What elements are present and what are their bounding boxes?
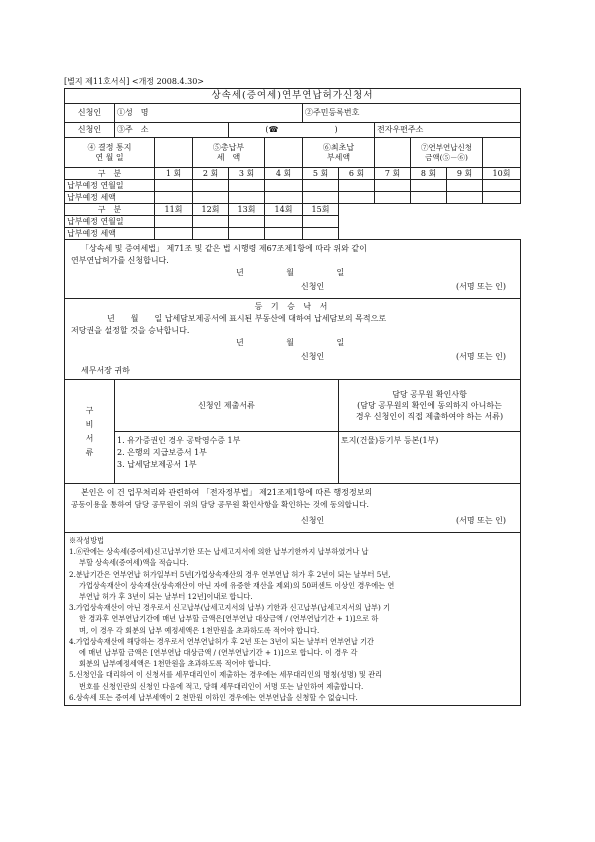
- schedule-cell[interactable]: [265, 180, 303, 192]
- declaration-date: 년 월 일: [236, 268, 365, 277]
- consent-sign-note[interactable]: (서명 또는 인): [456, 352, 507, 361]
- total-tax-field[interactable]: [265, 138, 303, 168]
- schedule-header: 13회: [229, 204, 265, 216]
- schedule-cell[interactable]: [193, 192, 229, 204]
- submit-doc-item: 3. 납세담보제공서 1부: [117, 460, 197, 469]
- side-char: 비: [85, 419, 94, 429]
- agreement-sign-note[interactable]: (서명 또는 인): [456, 516, 507, 525]
- agreement-signer: 신청인: [301, 516, 325, 525]
- instruction-item-cont: 부연납 허가 후 3년이 되는 날부터 12년]이내로 합니다.: [79, 592, 253, 602]
- verify-docs-header: [339, 380, 521, 432]
- schedule-cell[interactable]: [155, 216, 193, 228]
- schedule-cell[interactable]: [229, 192, 265, 204]
- schedule-col-label: 구 분: [65, 168, 155, 180]
- instruction-item-cont: 에 매년 납부할 금액은 [연부연납 대상금액 / (연부연납기간 + 1)]으로 합니다. 이 경우 각: [79, 648, 358, 658]
- schedule-cell[interactable]: [155, 228, 193, 240]
- consent-title: 등 기 승 낙 서: [254, 302, 331, 311]
- schedule-cell[interactable]: [411, 180, 447, 192]
- name-label: ①성 명: [117, 108, 149, 117]
- schedule-cell[interactable]: [229, 228, 265, 240]
- schedule-header: 12회: [193, 204, 229, 216]
- address-field[interactable]: [115, 123, 229, 138]
- schedule-header: 15회: [303, 204, 339, 216]
- declaration-section: [65, 240, 521, 299]
- verify-header-line: 경우 신청인이 직접 제출하여야 하는 서류): [355, 412, 504, 421]
- schedule-header: 2 회: [193, 168, 229, 180]
- side-char: 류: [85, 447, 94, 457]
- schedule-header: 7 회: [375, 168, 411, 180]
- submit-docs-list: [115, 432, 339, 484]
- schedule-cell[interactable]: [483, 192, 521, 204]
- consent-addressee: 세무서장 귀하: [81, 366, 130, 375]
- submit-doc-item: 1. 유가증권인 경우 공탁영수증 1부: [117, 436, 241, 445]
- schedule-cell[interactable]: [447, 192, 483, 204]
- instruction-item-cont: 가업상속재산이 상속재산(상속재산이 아닌 자에 유증한 재산을 제외)의 50퍼센트 이상인 경우에는 연: [79, 580, 395, 590]
- schedule-header: 1 회: [155, 168, 193, 180]
- schedule-row-amount-label: 납부예정 세액: [65, 192, 155, 204]
- email-label: 전자우편주소: [377, 125, 424, 134]
- consent-sign-row: [71, 349, 514, 365]
- schedule-cell[interactable]: [303, 192, 339, 204]
- schedule-header: 3 회: [229, 168, 265, 180]
- schedule-cell[interactable]: [193, 180, 229, 192]
- consent-section: [65, 299, 521, 380]
- declaration-text-2: 연부연납허가를 신청합니다.: [71, 256, 169, 265]
- schedule-blank: [339, 216, 521, 228]
- schedule-header: 8 회: [411, 168, 447, 180]
- form-page: [64, 76, 516, 706]
- schedule-row-date-label-2: 납부예정 연월일: [65, 216, 155, 228]
- schedule-cell[interactable]: [265, 216, 303, 228]
- instruction-item: 3.가업상속재산이 아닌 경우로서 신고납부(납세고지서의 납부) 기한과 신고납부(납세고지서의 납부) 기: [69, 603, 391, 613]
- address-label: ③주 소: [117, 125, 149, 134]
- consent-date: 년 월 일: [236, 338, 365, 347]
- schedule-header: 9 회: [447, 168, 483, 180]
- installment-amount-label: ⑦연부연납신청 금액(⑤－⑥): [411, 138, 483, 168]
- instruction-item: 4.가업상속재산에 해당하는 경우로서 연부연납허가 후 2년 또는 3년이 되는 날부터 연부연납 기간: [69, 636, 374, 646]
- submit-docs-header: 신청인 제출서류: [115, 380, 339, 432]
- schedule-header: 10회: [483, 168, 521, 180]
- declaration-sign-row: [71, 279, 514, 295]
- name-field[interactable]: [115, 104, 303, 123]
- decision-date-field[interactable]: [155, 138, 193, 168]
- schedule-cell[interactable]: [303, 180, 339, 192]
- schedule-header: 5 회: [303, 168, 339, 180]
- instruction-item-cont: 며, 이 경우 각 회분의 납부 예정세액은 1천만원을 초과하도록 적어야 합니다.: [79, 625, 320, 635]
- schedule-row-date-label: 납부예정 연월일: [65, 180, 155, 192]
- schedule-cell[interactable]: [193, 228, 229, 240]
- form-header-note: [별지 제11호서식] <개정 2008.4.30>: [64, 77, 204, 86]
- verify-header-line: 담당 공무원 확인사항: [392, 390, 467, 399]
- instruction-item-cont: 부할 상속세(증여세)액을 적습니다.: [79, 558, 189, 568]
- schedule-cell[interactable]: [265, 228, 303, 240]
- schedule-cell[interactable]: [339, 180, 375, 192]
- schedule-cell[interactable]: [229, 216, 265, 228]
- id-field[interactable]: [303, 104, 521, 123]
- agreement-section: [65, 484, 521, 533]
- schedule-cell[interactable]: [265, 192, 303, 204]
- verify-docs-list: [339, 432, 521, 484]
- total-tax-label: ⑤총납부 세 액: [193, 138, 265, 168]
- side-char: 서: [85, 433, 94, 443]
- verify-header-line: (담당 공무원의 확인에 동의하지 아니하는: [357, 401, 502, 410]
- schedule-blank: [339, 228, 521, 240]
- applicant-label: 신청인: [65, 104, 115, 123]
- schedule-cell[interactable]: [303, 228, 339, 240]
- instruction-item: 2.분납기간은 연부연납 허가일부터 5년[가업상속재산의 경우 연부연납 허가 후 2년이 되는 날부터 5년,: [69, 569, 391, 579]
- instructions-section: [65, 533, 521, 706]
- id-label: ②주민등록번호: [305, 108, 360, 117]
- first-payment-label: ⑥최초납 부세액: [303, 138, 375, 168]
- schedule-blank: [339, 204, 521, 216]
- schedule-header: 6 회: [339, 168, 375, 180]
- schedule-cell[interactable]: [447, 180, 483, 192]
- submit-doc-item: 2. 은행의 지급보증서 1부: [117, 448, 207, 457]
- instruction-item: 6.상속세 또는 증여세 납부세액이 2 천만원 이하인 경우에는 연부연납을 신청할 수 없습니다.: [69, 692, 358, 702]
- schedule-cell[interactable]: [303, 216, 339, 228]
- instruction-item-cont: 회분의 납부예정세액은 1천만원을 초과하도록 적어야 합니다.: [79, 659, 271, 669]
- declaration-signer: 신청인: [301, 282, 325, 291]
- form-table: [64, 88, 521, 706]
- declaration-sign-note[interactable]: (서명 또는 인): [456, 282, 507, 291]
- instruction-item: 5.신청인을 대리하여 이 신청서를 세무대리인이 제출하는 경우에는 세무대리인의 명칭(성명) 및 관리: [69, 670, 383, 680]
- schedule-cell[interactable]: [339, 192, 375, 204]
- docs-side-label: [65, 380, 115, 484]
- schedule-header: 14회: [265, 204, 303, 216]
- applicant-label-2: 신청인: [65, 123, 115, 138]
- agreement-text-1: 본인은 이 건 업무처리와 관련하여 「전자정부법」 제21조제1항에 따른 행정정보의: [81, 488, 373, 497]
- schedule-row-amount-label-2: 납부예정 세액: [65, 228, 155, 240]
- side-char: 구: [85, 405, 94, 415]
- schedule-cell[interactable]: [155, 180, 193, 192]
- instruction-item-cont: 번호를 신청인란의 신청인 다음에 적고, 당해 세무대리인이 서명 또는 날인하여 제출합니다.: [79, 681, 364, 691]
- agreement-sign-row: [71, 513, 514, 529]
- consent-text-2: 저당권을 설정할 것을 승낙합니다.: [71, 326, 190, 335]
- consent-text-1: 년 월 일 납세담보제공서에 표시된 부동산에 대하여 납세담보의 목적으로: [107, 314, 387, 323]
- schedule-header: 4 회: [265, 168, 303, 180]
- schedule-cell[interactable]: [375, 180, 411, 192]
- instruction-item-cont: 한 경과후 연부연납기간에 매년 납부할 금액은[연부연납 대상금액 / (연부연납기간 + 1)]으로 하: [79, 614, 379, 624]
- email-field[interactable]: [375, 123, 521, 138]
- declaration-text-1: 「상속세 및 증여세법」 제71조 및 같은 법 시행령 제67조제1항에 따라 위와 같이: [81, 244, 367, 253]
- instruction-item: 1.⑥란에는 상속세(증여세)신고납부기한 또는 납세고지서에 의한 납부기한까지 납부하였거나 납: [69, 547, 369, 557]
- schedule-cell[interactable]: [193, 216, 229, 228]
- schedule-cell[interactable]: [483, 180, 521, 192]
- schedule-col-label-2: 구 분: [65, 204, 155, 216]
- installment-amount-field[interactable]: [483, 138, 521, 168]
- decision-date-label: ④ 결정 통지 연 월 일: [65, 138, 155, 168]
- schedule-cell[interactable]: [155, 192, 193, 204]
- consent-signer: 신청인: [301, 352, 325, 361]
- verify-doc-item: 토지(건물)등기부 등본(1부): [341, 436, 439, 445]
- schedule-cell[interactable]: [229, 180, 265, 192]
- agreement-text-2: 공동이용을 통하여 담당 공무원이 위의 담당 공무원 확인사항을 확인하는 것에 동의합니다.: [71, 500, 369, 509]
- schedule-header: 11회: [155, 204, 193, 216]
- form-title: 상속세(증여세)연부연납허가신청서: [65, 89, 521, 104]
- instructions-heading: ※작성방법: [69, 536, 104, 545]
- phone-field[interactable]: (☎ ): [229, 123, 375, 138]
- schedule-cell[interactable]: [411, 192, 447, 204]
- first-payment-field[interactable]: [375, 138, 411, 168]
- schedule-cell[interactable]: [375, 192, 411, 204]
